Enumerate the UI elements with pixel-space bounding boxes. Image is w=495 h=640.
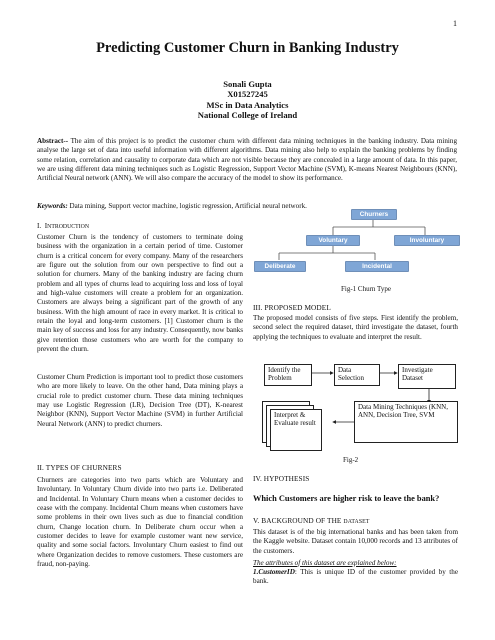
author-program: MSc in Data Analytics — [206, 100, 289, 110]
fig2-caption: Fig-2 — [343, 456, 359, 464]
section-types-heading: II. TYPES OF CHURNERS — [37, 463, 122, 472]
abstract-label: Abstract-- — [37, 137, 69, 145]
data-mining-techniques-step: Data Mining Techniques (KNN, ANN, Decision Tree, SVM — [354, 401, 458, 443]
introduction-paragraph-2: Customer Churn Prediction is important tool to predict those customers who are more likely to leave. On the other hand, Data mining plays a crucial role to predict customer churn. These data mining techniques may use Logistic Regression (LR), Decision Tree (DT), K-nearest Neighbor (KNN), Support Vector Machine (SVM) in further Artificial Neural Network (ANN) to predict churners. — [37, 373, 243, 428]
author-institution: National College of Ireland — [197, 110, 298, 120]
deliberate-node: Deliberate — [254, 261, 306, 272]
hypothesis-question: Which Customers are higher risk to leave the bank? — [253, 494, 440, 503]
page-number: 1 — [453, 19, 457, 28]
paper-title: Predicting Customer Churn in Banking Industry — [96, 40, 399, 56]
involuntary-node: Involuntary — [394, 235, 460, 246]
fig1-caption: Fig-1 Churn Type — [341, 285, 391, 293]
attribute-customerid: 1.CustomerID: This is unique ID of the customer provided by the bank. — [253, 568, 458, 586]
introduction-paragraph-1: Customer Churn is the tendency of customers to terminate doing business with the organization in a certain period of time. Customer churn is a critical concern for every company. Many of the researchers are figure out the solution from our own perspective to find out a solution for churners. Many of the banking industry are facing churn problem and all types of churns lead to acquiring loss and loss of loyal and high-value customers will create a problem for an organization. Customers are always being a significant part of the growth of any business. With the high amount of race in every market. It is critical to retain the loyal and long-term customers. [1] Customer churn is the main key of success and loss for any industry. Consequently, now banks give retention those customers who are worth for the company to prevent the churn. — [37, 233, 243, 354]
churners-node: Churners — [351, 209, 397, 220]
section-proposed-heading: III. PROPOSED MODEL — [253, 303, 331, 312]
proposed-paragraph: The proposed model consists of five steps. First identify the problem, second select the required dataset, third investigate the dataset, fourth applying the techniques to evaluate and interpret the result. — [253, 314, 458, 341]
keywords-text: Data mining, Support vector machine, logistic regression, Artificial neural network. — [67, 202, 307, 210]
abstract — [37, 137, 457, 183]
abstract-text: The aim of this project is to predict the customer churn with different data mining techniques in the banking industry. Data mining analyse the large set of data into useful information with different algorithms. Data mining also help to explain the banking problems by finding some relation, correlation and causality to corporate data which are not visible because they are concealed in a large amount of data. In this paper, we are using different data mining techniques such as Logistic Regression, Support Vector Machine (SVM), K-means Nearest Neighbours (KNN), Artificial Neural network (ANN). We will also compare the accuracy of the model to show its performance. — [37, 137, 457, 183]
interpret-evaluate-step: Interpret & Evaluate result — [270, 409, 322, 451]
section-hypothesis-heading: IV. HYPOTHESIS — [253, 474, 310, 483]
voluntary-node: Voluntary — [306, 235, 360, 246]
background-paragraph: This dataset is of the big international banks and has been taken from the Kaggle website. Dataset contain 10,000 records and 13 attributes of the customers. — [253, 528, 458, 555]
author-name: Sonali Gupta — [223, 79, 272, 89]
identify-problem-step: Identify the Problem — [264, 364, 312, 386]
types-paragraph: Churners are categories into two parts which are Voluntary and Involuntary. In Voluntary Churn divide into two parts i.e. Deliberated and Incidental. In Voluntary Churn means when a customer decides to cease with the company. Incidental Churn means when customers have some problems in their own lives such as due to financial condition churn, Change location churn. In Deliberate churn occur when a customer decides to leave for example customer want new service, quality and some social factors. Involuntary Churn easiest to find out where Organization decides to remove customers. These customers are fraud, non-paying. — [37, 476, 243, 569]
incidental-node: Incidental — [345, 261, 409, 272]
keywords-label: Keywords: — [37, 202, 68, 210]
data-selection-step: Data Selection — [334, 364, 380, 386]
attributes-title: The attributes of this dataset are explained below: — [253, 559, 397, 567]
section-background-heading: V. BACKGROUND OF THE DATASET — [253, 516, 370, 525]
author-id: X01527245 — [227, 89, 268, 99]
investigate-dataset-step: Investigate Dataset — [398, 364, 456, 389]
section-introduction-heading: I. INTRODUCTION — [37, 222, 90, 230]
